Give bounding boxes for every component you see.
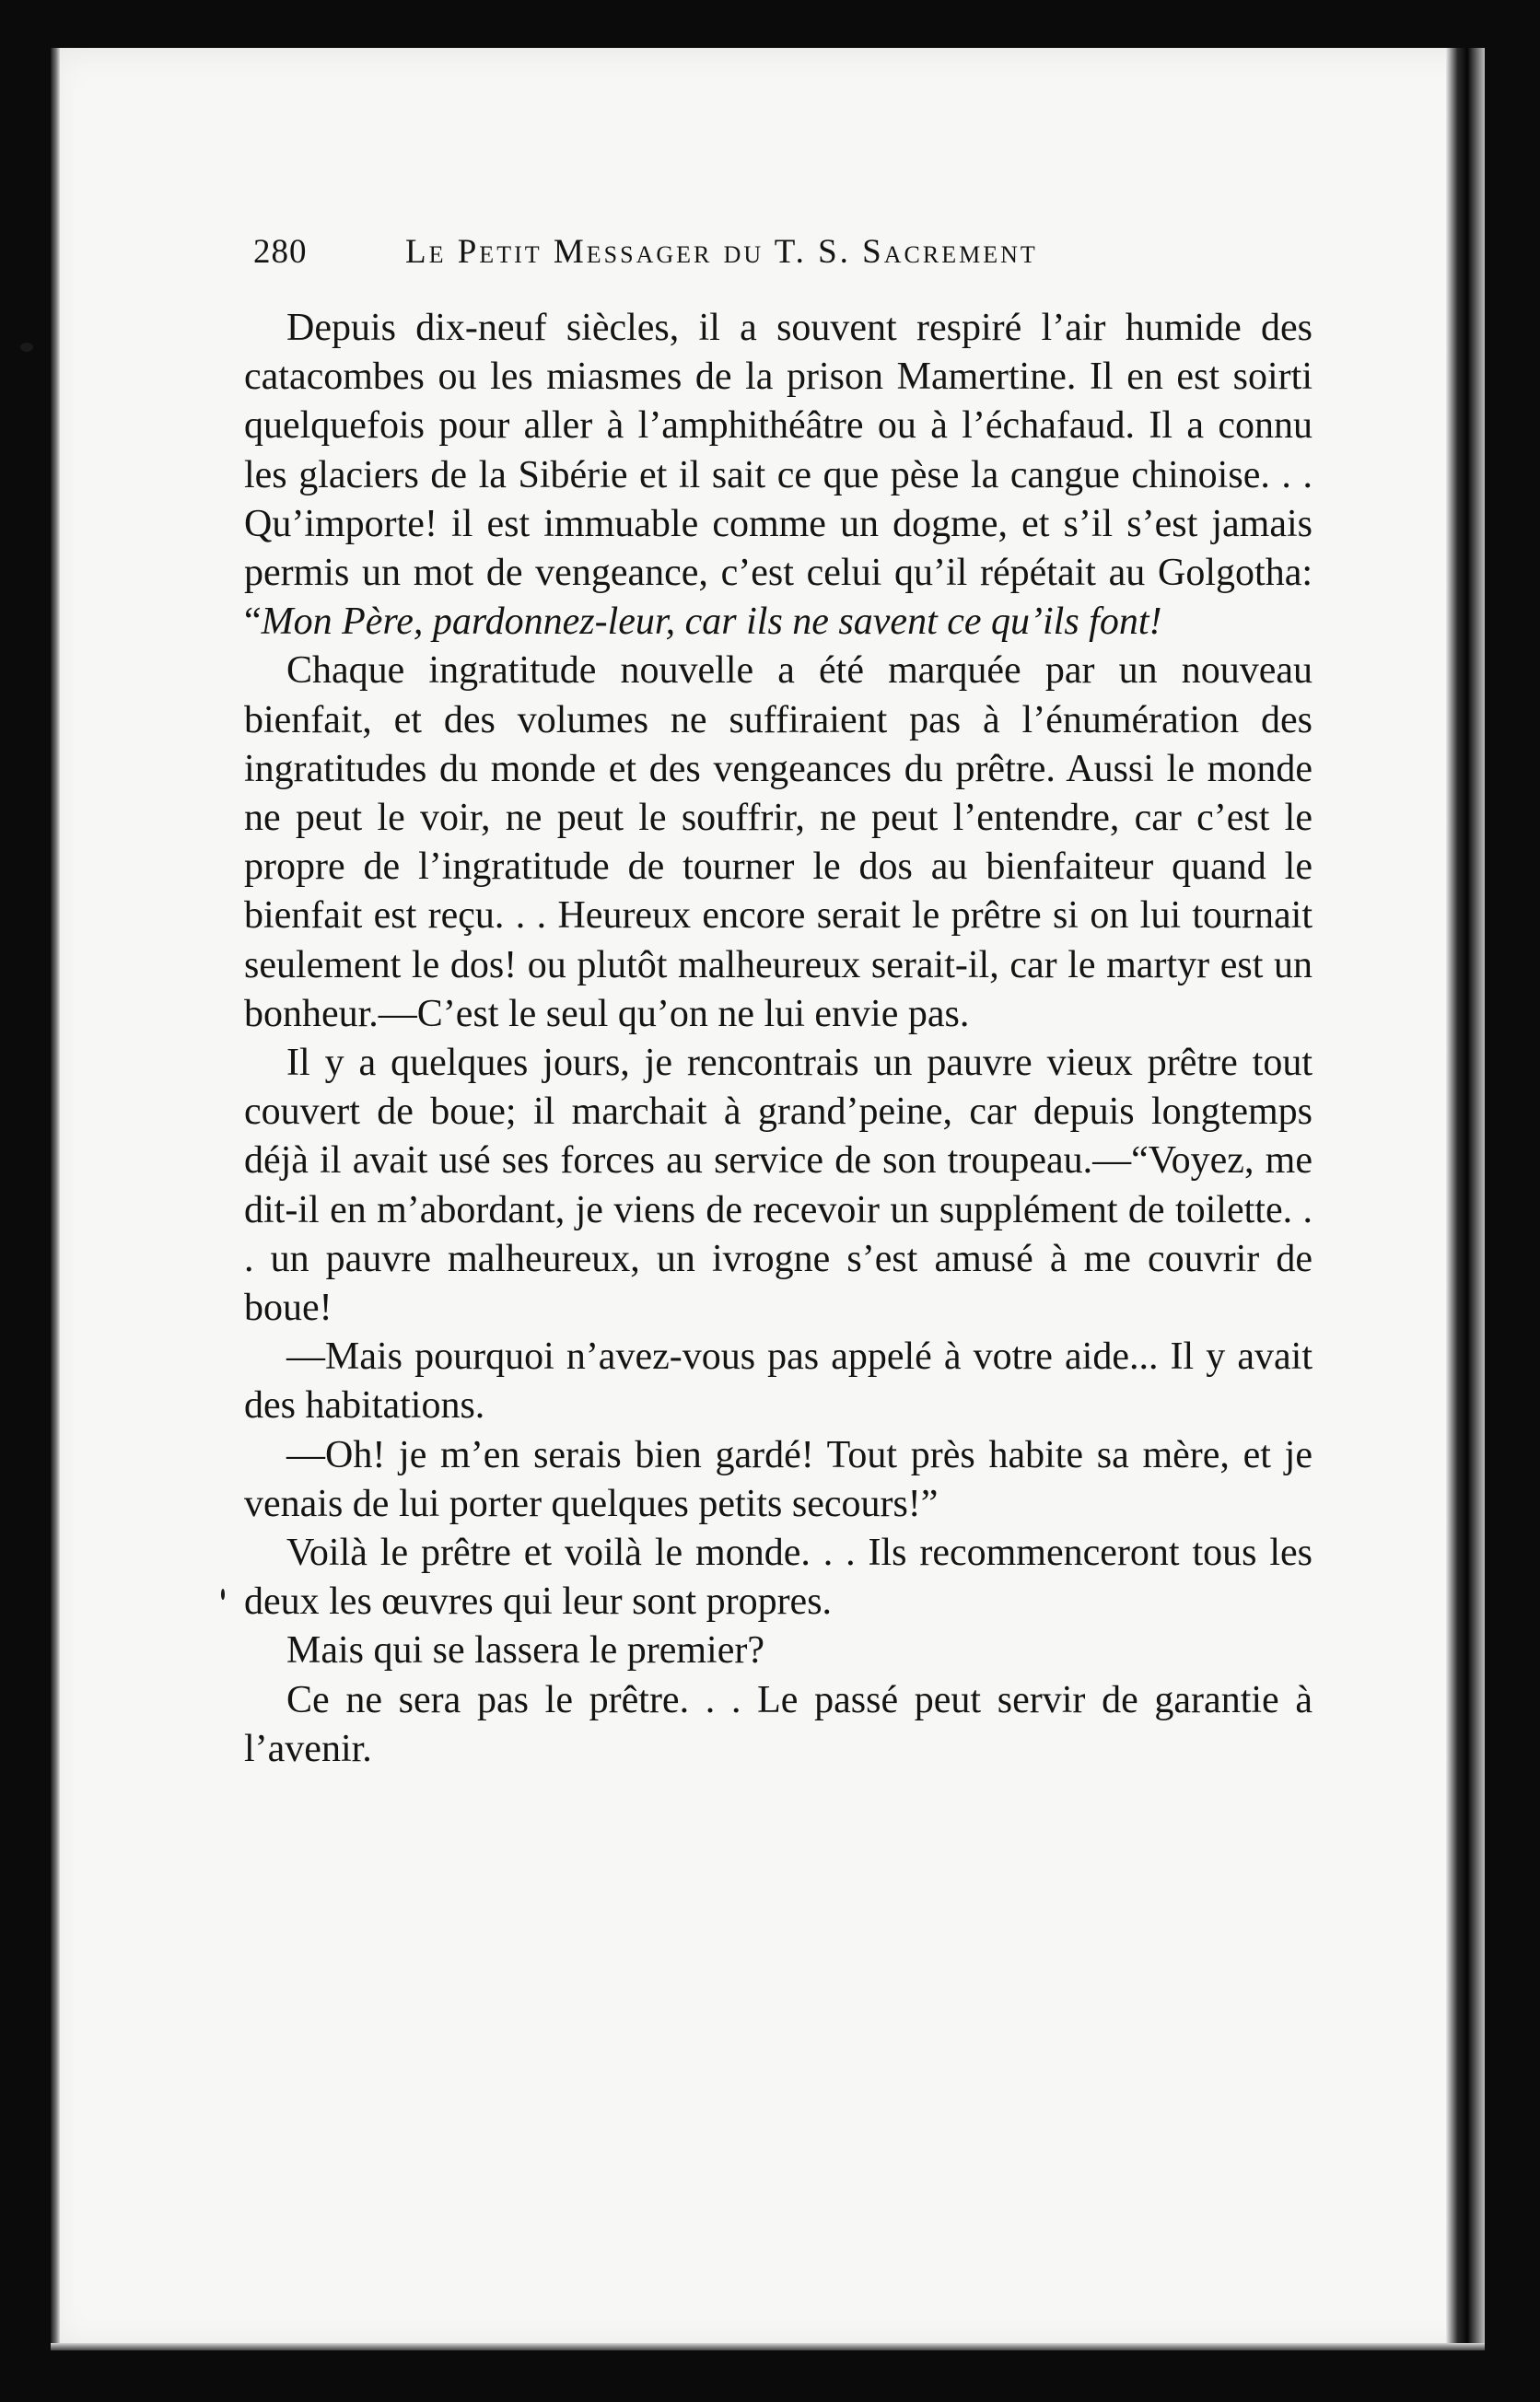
- paragraph: Chaque ingratitude nouvelle a été marquée par un nouveau bienfait, et des volumes ne suffiraient pas à l’énumération des ingratitudes du monde et des vengeances du prêtre. Aussi le monde ne peut le voir, ne peut le souffrir, ne peut l’entendre, car c’est le propre de l’ingratitude de tourner le dos au bienfaiteur quand le bienfait est reçu. . . Heureux encore serait le prêtre si on lui tournait seulement le dos! ou plutôt malheureux serait-il, car le martyr est un bonheur.—C’est le seul qu’on ne lui envie pas.: [244, 649, 1312, 1035]
- running-head: [253, 221, 1193, 286]
- scan-speck: [20, 343, 33, 352]
- paragraph: Ce ne sera pas le prêtre. . . Le passé peut servir de garantie à l’avenir.: [244, 1678, 1312, 1770]
- binding-gutter: [1446, 48, 1485, 2350]
- paragraph-text: Depuis dix-neuf siècles, il a souvent respiré l’air humide des catacombes ou les miasmes de la prison Mamertine. Il en est soirti quelquefois pour aller à l’amphithéâtre ou à l’échafaud. Il a connu les glaciers de la Sibérie et il sait ce que pèse la cangue chinoise. . . Qu’importe! il est immuable comme un dogme, et s’il s’est jamais permis un mot de vengeance, c’est celui qu’il répétait au Golgotha: “: [244, 307, 1312, 644]
- page-left-edge: [51, 48, 60, 2350]
- scan-speck: [221, 1589, 225, 1600]
- page-bottom-edge: [51, 2343, 1485, 2350]
- paragraph: [244, 304, 1312, 647]
- paragraph: Mais qui se lassera le premier?: [286, 1629, 764, 1673]
- running-title: Le Petit Messager du T. S. Sacrement: [405, 233, 1038, 271]
- paragraph: —Mais pourquoi n’avez-vous pas appelé à votre aide... Il y avait des habitations.: [244, 1335, 1312, 1428]
- paragraph: —Oh! je m’en serais bien gardé! Tout près habite sa mère, et je venais de lui porter quelques petits secours!”: [244, 1433, 1312, 1525]
- page-number: 280: [253, 233, 308, 271]
- paragraph: Il y a quelques jours, je rencontrais un pauvre vieux prêtre tout couvert de boue; il marchait à grand’peine, car depuis longtemps déjà il avait usé ses forces au service de son troupeau.—“Voyez, me dit-il en m’abordant, je viens de recevoir un supplément de toilette. . . un pauvre malheureux, un ivrogne s’est amusé à me couvrir de boue!: [244, 1042, 1312, 1330]
- body-text: [244, 304, 1312, 1774]
- italic-quotation: Mon Père, pardonnez-leur, car ils ne savent ce qu’ils font!: [261, 600, 1162, 644]
- paragraph: Voilà le prêtre et voilà le monde. . . Ils recommenceront tous les deux les œuvres qui leur sont propres.: [244, 1532, 1312, 1624]
